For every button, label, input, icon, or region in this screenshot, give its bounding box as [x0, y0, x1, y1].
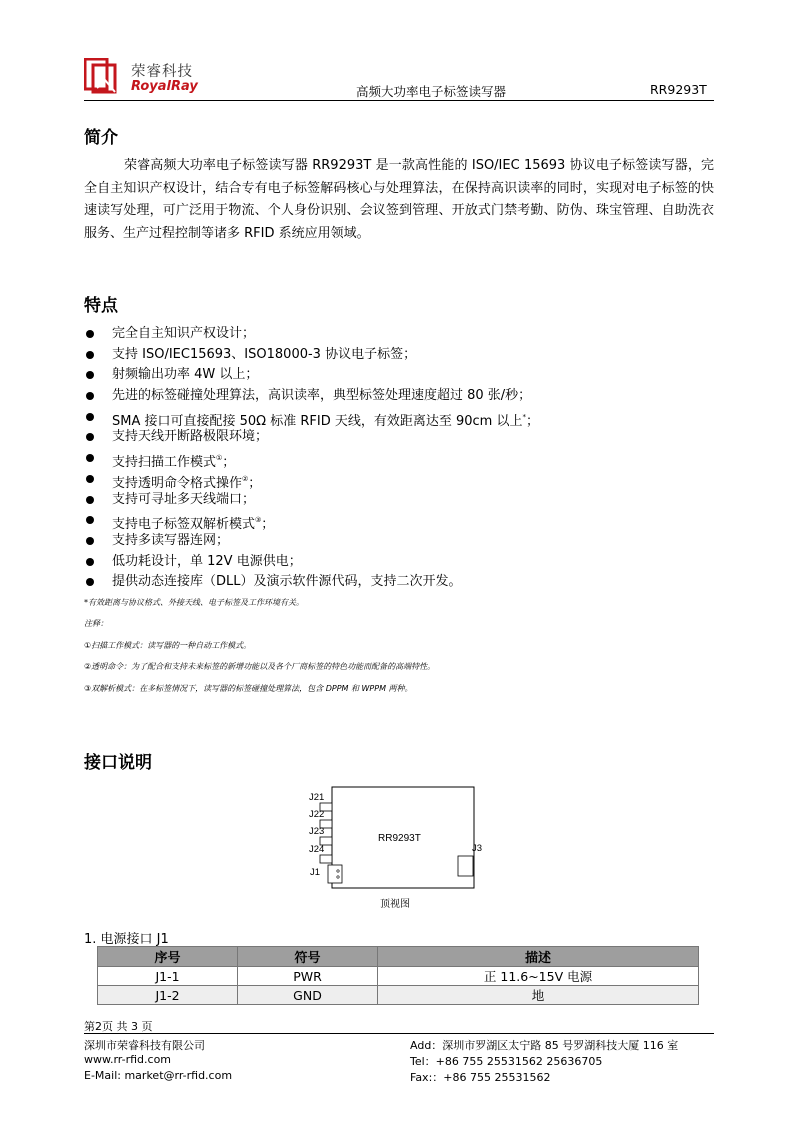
feature-text: 支持多读写器连网；: [112, 532, 230, 548]
footnote-marker: ①: [216, 454, 223, 463]
bullet-icon: [86, 475, 94, 483]
feature-text-tail: ；: [525, 413, 539, 429]
board-top-view-diagram: [300, 783, 500, 913]
cell-index: J1-1: [98, 967, 238, 986]
brand-name-en: RoyalRay: [131, 79, 198, 94]
feature-text: 支持可寻址多天线端口；: [112, 491, 256, 507]
note-label: 注释：: [84, 619, 108, 629]
bullet-icon: [86, 496, 94, 504]
feature-text: 支持电子标签双解析模式: [112, 517, 256, 533]
feature-text: 完全自主知识产权设计；: [112, 326, 256, 341]
feature-text: 支持扫描工作模式: [112, 455, 217, 471]
column-header-description: 描述: [378, 947, 699, 967]
feature-text: SMA 接口可直接配接 50Ω 标准 RFID 天线，有效距离达至 90cm 以上: [112, 413, 523, 429]
feature-item: [84, 469, 724, 490]
feature-item: [84, 386, 724, 407]
power-interface-table: [97, 946, 699, 1005]
column-header-index: 序号: [98, 947, 238, 967]
footer-tel: Tel：+86 755 25531562 25636705: [410, 1055, 603, 1068]
feature-item: [84, 552, 724, 573]
bullet-icon: [86, 392, 94, 400]
diagram-caption: 顶视图: [380, 899, 410, 910]
feature-item: [84, 407, 724, 428]
bullet-icon: [86, 516, 94, 524]
feature-item: [84, 490, 724, 511]
note-dual-parse: ③双解析模式：在多标签情况下，读写器的标签碰撞处理算法，包含 DPPM 和 WPPM 两种。: [84, 683, 413, 693]
feature-list: [84, 324, 724, 593]
footnote-marker: *: [522, 412, 526, 421]
table-row: [98, 967, 699, 986]
port-j24: [320, 855, 332, 863]
feature-item: [84, 345, 724, 366]
table-row: [98, 986, 699, 1005]
cell-index: J1-2: [98, 986, 238, 1005]
board-label: RR9293T: [378, 833, 421, 844]
footnote-marker: ③: [255, 516, 262, 525]
feature-text: 支持天线开断路极限环境；: [112, 429, 269, 445]
note-scan-mode: ①扫描工作模式：读写器的一种自动工作模式。: [84, 640, 252, 650]
footer-address: Add：深圳市罗湖区太宁路 85 号罗湖科技大厦 116 室: [410, 1039, 679, 1052]
footer-website[interactable]: www.rr-rfid.com: [84, 1053, 172, 1066]
footer-company: 深圳市荣睿科技有限公司: [84, 1039, 205, 1052]
features-heading: 特点: [84, 296, 118, 316]
feature-text: 先进的标签碰撞处理算法，高识读率，典型标签处理速度超过 80 张/秒；: [112, 388, 532, 404]
feature-text: 支持 ISO/IEC15693、ISO18000-3 协议电子标签；: [112, 346, 417, 362]
port-label-j22: J22: [309, 809, 325, 820]
footer-email[interactable]: E-Mail: market@rr-rfid.com: [84, 1069, 233, 1082]
interface-heading: 接口说明: [84, 753, 152, 773]
feature-item: [84, 427, 724, 448]
bullet-icon: [86, 558, 94, 566]
feature-item: [84, 324, 724, 345]
feature-item: [84, 510, 724, 531]
intro-paragraph: 荣睿高频大功率电子标签读写器 RR9293T 是一款高性能的 ISO/IEC 15693 协议电子标签读写器，完全自主知识产权设计，结合专有电子标签解码核心与处理算法，在保持高识读率的同时，实现对电子标签的快速读写处理，可广泛用于物流、个人身份识别、会议签到管理、开放式门禁考勤、防伪、珠宝管理、自助洗衣服务、生产过程控制等诸多 RFID 系统应用领域。: [84, 158, 714, 241]
feature-text-tail: ；: [222, 455, 236, 471]
cell-symbol: PWR: [238, 967, 378, 986]
bullet-icon: [86, 454, 94, 462]
cell-symbol: GND: [238, 986, 378, 1005]
feature-text-tail: ；: [261, 517, 275, 533]
page-number: 第2页 共 3 页: [84, 1020, 153, 1033]
bullet-icon: [86, 413, 94, 421]
note-transparent-command: ②透明命令：为了配合和支持未来标签的新增功能以及各个厂商标签的特色功能而配备的高端特性。: [84, 662, 436, 672]
feature-text: 支持透明命令格式操作: [112, 475, 243, 491]
brand-name-cn: 荣睿科技: [131, 64, 193, 80]
port-label-j3: J3: [472, 843, 483, 854]
port-j1: [328, 865, 342, 883]
footer-divider: [84, 1033, 714, 1034]
bullet-icon: [86, 371, 94, 379]
header-divider: [84, 100, 714, 101]
bullet-icon: [86, 537, 94, 545]
bullet-icon: [86, 433, 94, 441]
column-header-symbol: 符号: [238, 947, 378, 967]
feature-item: [84, 531, 724, 552]
document-code: RR9293T: [650, 82, 707, 97]
footer-fax: Fax:：+86 755 25531562: [410, 1071, 551, 1084]
feature-text: 射频输出功率 4W 以上；: [112, 367, 259, 383]
feature-text-tail: ；: [248, 475, 262, 491]
royalray-logo-icon: [84, 58, 120, 94]
feature-text: 提供动态连接库（DLL）及演示软件源代码，支持二次开发。: [112, 574, 462, 590]
power-interface-title: 1. 电源接口 J1: [84, 932, 169, 947]
port-j3: [458, 856, 473, 876]
bullet-icon: [86, 578, 94, 586]
feature-item: [84, 572, 724, 593]
port-label-j1: J1: [310, 867, 321, 878]
port-label-j24: J24: [309, 844, 325, 855]
document-title: 高频大功率电子标签读写器: [356, 84, 507, 99]
bullet-icon: [86, 351, 94, 359]
cell-description: 正 11.6~15V 电源: [378, 967, 699, 986]
feature-item: [84, 365, 724, 386]
note-distance: *有效距离与协议格式、外接天线、电子标签及工作环境有关。: [84, 598, 304, 607]
port-label-j23: J23: [309, 826, 325, 837]
intro-heading: 简介: [84, 128, 118, 148]
feature-notes: [84, 597, 724, 704]
port-label-j21: J21: [309, 792, 325, 803]
feature-item: [84, 448, 724, 469]
bullet-icon: [86, 330, 94, 338]
footnote-marker: ②: [242, 474, 249, 483]
feature-text: 低功耗设计，单 12V 电源供电；: [112, 553, 302, 569]
cell-description: 地: [378, 986, 699, 1005]
